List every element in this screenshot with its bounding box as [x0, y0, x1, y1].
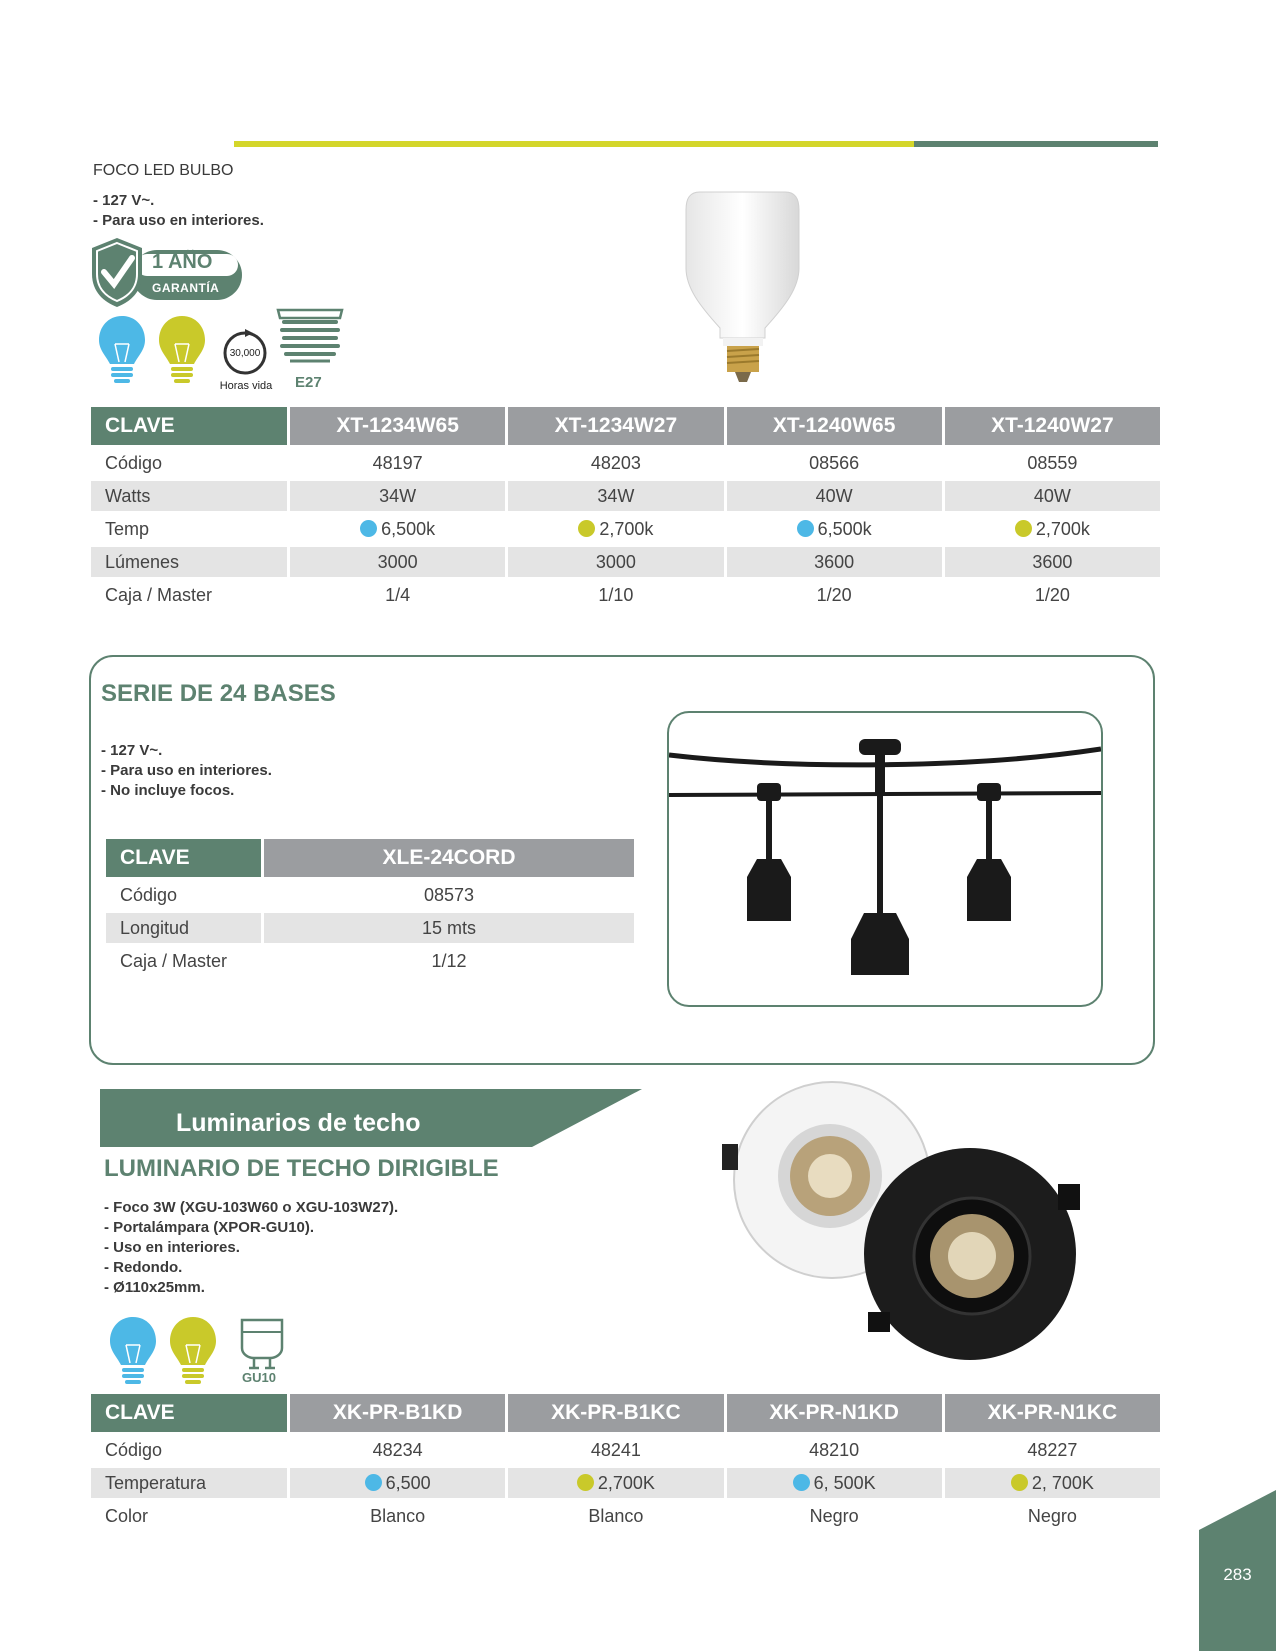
spec-table-foco-led — [88, 407, 1163, 610]
led-bulb-product-image — [685, 188, 800, 384]
table-row — [91, 1498, 1160, 1531]
bullet: - Uso en interiores. — [104, 1239, 240, 1256]
row-label: Watts — [91, 478, 287, 511]
top-accent-bar-green — [914, 141, 1158, 147]
table-header-row — [106, 839, 634, 877]
warm-light-bulb-icon — [168, 1315, 218, 1387]
cell-text: 2, 700K — [1031, 1472, 1094, 1493]
table-header-cell: XT-1240W27 — [945, 407, 1160, 445]
table-header-cell: XT-1240W65 — [727, 407, 942, 445]
cell-text: 2,700k — [1035, 518, 1090, 539]
table-row — [91, 511, 1160, 544]
cell: 1/10 — [508, 577, 723, 610]
cell: 40W — [727, 478, 942, 511]
cell: 48227 — [945, 1432, 1160, 1465]
cell — [945, 1465, 1160, 1498]
cell — [290, 511, 505, 544]
table-row — [106, 943, 634, 976]
table-row — [91, 1465, 1160, 1498]
bullet: - Ø110x25mm. — [104, 1279, 205, 1296]
cell — [727, 1465, 942, 1498]
cell — [508, 1465, 723, 1498]
cell: 3000 — [508, 544, 723, 577]
cell: 3600 — [945, 544, 1160, 577]
bullet: - Foco 3W (XGU-103W60 o XGU-103W27). — [104, 1199, 399, 1216]
warranty-years: 1 AÑO — [152, 251, 213, 273]
string-lights-product-image — [669, 713, 1101, 1005]
top-accent-bar-yellow — [234, 141, 914, 147]
product-title-foco-led: FOCO LED BULBO — [93, 162, 234, 179]
cell: Blanco — [508, 1498, 723, 1531]
cell: 48197 — [290, 445, 505, 478]
table-header-cell: XT-1234W27 — [508, 407, 723, 445]
spec-table-serie-24 — [103, 839, 637, 976]
cell — [508, 511, 723, 544]
cool-light-bulb-icon — [108, 1315, 158, 1387]
table-row — [91, 544, 1160, 577]
row-label: Código — [91, 445, 287, 478]
cell-text: 2,700K — [597, 1472, 655, 1493]
product-bullets-serie-24 — [101, 741, 272, 801]
table-header-cell: XLE-24CORD — [264, 839, 634, 877]
cell: 48234 — [290, 1432, 505, 1465]
cell-text: 6,500k — [817, 518, 872, 539]
cell-text: 6, 500K — [813, 1472, 876, 1493]
warranty-badge — [90, 236, 250, 308]
cell: 48203 — [508, 445, 723, 478]
table-header-cell: CLAVE — [91, 1394, 287, 1432]
cell: 1/20 — [727, 577, 942, 610]
table-header-row — [91, 407, 1160, 445]
row-label: Caja / Master — [91, 577, 287, 610]
spec-table-luminario — [88, 1394, 1163, 1531]
table-row — [91, 577, 1160, 610]
page-number: 283 — [1223, 1565, 1252, 1584]
bullet: - Portalámpara (XPOR-GU10). — [104, 1219, 315, 1236]
hours-label: Horas vida — [219, 380, 273, 392]
table-header-cell: CLAVE — [91, 407, 287, 445]
warranty-label: GARANTÍA — [152, 281, 220, 295]
cell: 34W — [290, 478, 505, 511]
cell: 1/4 — [290, 577, 505, 610]
bullet: - No incluye focos. — [101, 782, 235, 799]
cell: 15 mts — [264, 910, 634, 943]
table-row — [106, 910, 634, 943]
cell: Negro — [727, 1498, 942, 1531]
cell: 48241 — [508, 1432, 723, 1465]
table-header-cell: XK-PR-B1KC — [508, 1394, 723, 1432]
cool-temp-dot-icon — [793, 1474, 810, 1491]
cell — [290, 1465, 505, 1498]
product-title-luminario: LUMINARIO DE TECHO DIRIGIBLE — [104, 1155, 499, 1182]
category-banner-title: Luminarios de techo — [176, 1109, 421, 1137]
table-header-cell: CLAVE — [106, 839, 261, 877]
row-label: Lúmenes — [91, 544, 287, 577]
product-bullets-foco-led — [93, 191, 264, 231]
string-lights-image-frame — [667, 711, 1103, 1007]
table-row — [91, 1432, 1160, 1465]
cell: 40W — [945, 478, 1160, 511]
cell: 1/12 — [264, 943, 634, 976]
hours-value: 30,000 — [229, 348, 261, 359]
cell: 3600 — [727, 544, 942, 577]
warm-temp-dot-icon — [577, 1474, 594, 1491]
cell-text: 6,500k — [381, 518, 436, 539]
table-header-row — [91, 1394, 1160, 1432]
row-label: Caja / Master — [106, 943, 261, 976]
cool-temp-dot-icon — [797, 520, 814, 537]
table-header-cell: XK-PR-N1KC — [945, 1394, 1160, 1432]
e27-socket-icon — [276, 306, 344, 374]
cell: 48210 — [727, 1432, 942, 1465]
row-label: Temp — [91, 511, 287, 544]
cell: Blanco — [290, 1498, 505, 1531]
cell — [945, 511, 1160, 544]
row-label: Código — [91, 1432, 287, 1465]
gu10-socket-icon — [238, 1318, 286, 1370]
e27-label: E27 — [295, 374, 322, 391]
bullet: - Para uso en interiores. — [101, 762, 272, 779]
cell-text: 6,500 — [385, 1472, 431, 1493]
cell-text: 2,700k — [599, 518, 654, 539]
cell: 08566 — [727, 445, 942, 478]
bullet: - 127 V~. — [93, 192, 155, 209]
bullet: - 127 V~. — [101, 742, 163, 759]
warm-temp-dot-icon — [1015, 520, 1032, 537]
bullet: - Para uso en interiores. — [93, 212, 264, 229]
product-bullets-luminario — [104, 1198, 398, 1298]
row-label: Longitud — [106, 910, 261, 943]
row-label: Color — [91, 1498, 287, 1531]
row-label: Temperatura — [91, 1465, 287, 1498]
table-row — [91, 478, 1160, 511]
warm-temp-dot-icon — [578, 520, 595, 537]
cell: 08559 — [945, 445, 1160, 478]
warm-temp-dot-icon — [1011, 1474, 1028, 1491]
cell: 08573 — [264, 877, 634, 910]
ceiling-lights-product-image — [722, 1076, 1086, 1370]
table-header-cell: XK-PR-N1KD — [727, 1394, 942, 1432]
gu10-label: GU10 — [242, 1370, 276, 1385]
warm-light-bulb-icon — [157, 314, 207, 386]
cool-temp-dot-icon — [365, 1474, 382, 1491]
cell: 34W — [508, 478, 723, 511]
cell: Negro — [945, 1498, 1160, 1531]
cool-temp-dot-icon — [360, 520, 377, 537]
row-label: Código — [106, 877, 261, 910]
cell — [727, 511, 942, 544]
table-header-cell: XT-1234W65 — [290, 407, 505, 445]
table-row — [91, 445, 1160, 478]
cell: 3000 — [290, 544, 505, 577]
table-row — [106, 877, 634, 910]
table-header-cell: XK-PR-B1KD — [290, 1394, 505, 1432]
cool-light-bulb-icon — [97, 314, 147, 386]
bullet: - Redondo. — [104, 1259, 183, 1276]
cell: 1/20 — [945, 577, 1160, 610]
product-title-serie-24: SERIE DE 24 BASES — [101, 680, 336, 707]
